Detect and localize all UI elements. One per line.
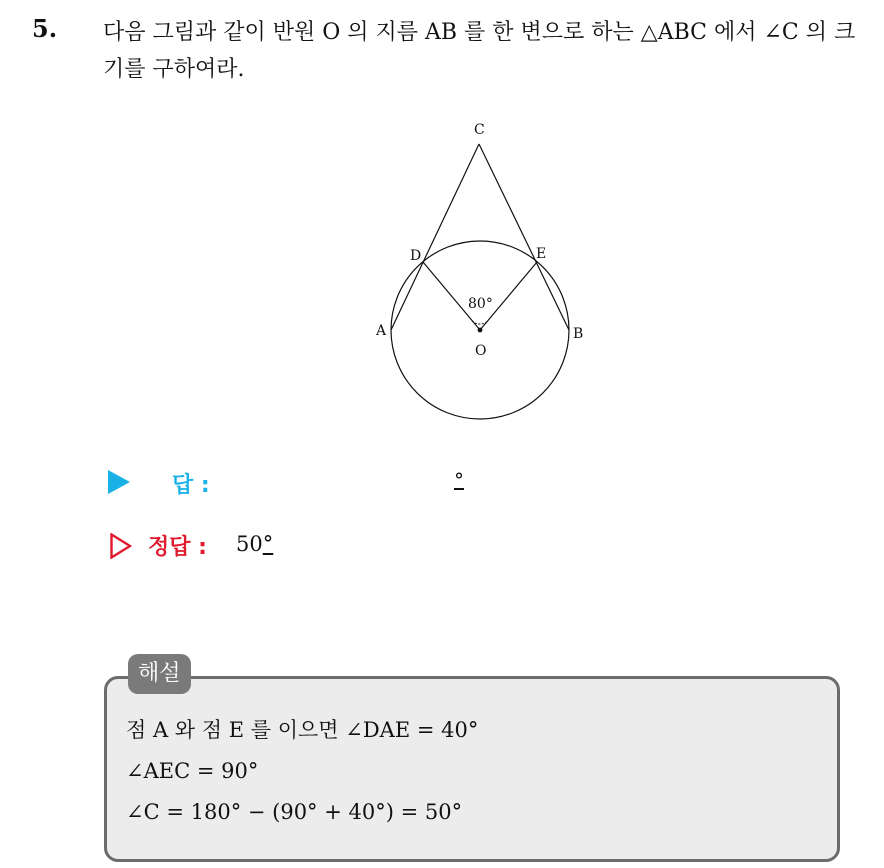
label-d: D — [410, 248, 422, 264]
angle-label: 80° — [468, 296, 493, 312]
correct-triangle-icon — [110, 533, 132, 559]
label-e: E — [536, 246, 547, 262]
side-ac — [391, 144, 479, 330]
correct-unit: ° — [262, 532, 274, 556]
question-text: 다음 그림과 같이 반원 O 의 지름 AB 를 한 변으로 하는 △ABC 에서 ∠C 의 크기를 구하여라. — [103, 20, 856, 82]
answer-unit: ° — [454, 468, 464, 492]
solution-lines — [126, 710, 478, 833]
correct-label: 정답 : — [148, 535, 207, 560]
question-number: 5. — [32, 14, 58, 43]
label-a: A — [376, 323, 387, 339]
answer-row — [108, 468, 608, 500]
geometry-figure — [360, 108, 610, 428]
correct-value — [236, 532, 273, 556]
label-o: O — [475, 343, 487, 359]
label-b: B — [573, 326, 584, 342]
label-c: C — [474, 122, 485, 138]
center-point — [478, 328, 483, 333]
correct-row — [108, 530, 608, 564]
solution-line-1: 점 A 와 점 E 를 이으면 ∠DAE = 40° — [126, 718, 479, 742]
solution-tab: 해설 — [128, 654, 191, 694]
answer-triangle-icon — [108, 470, 130, 494]
answer-label: 답 : — [172, 473, 210, 498]
correct-number: 50 — [236, 532, 263, 556]
solution-line-3: ∠C = 180° − (90° + 40°) = 50° — [126, 800, 463, 824]
solution-line-2: ∠AEC = 90° — [126, 759, 259, 783]
